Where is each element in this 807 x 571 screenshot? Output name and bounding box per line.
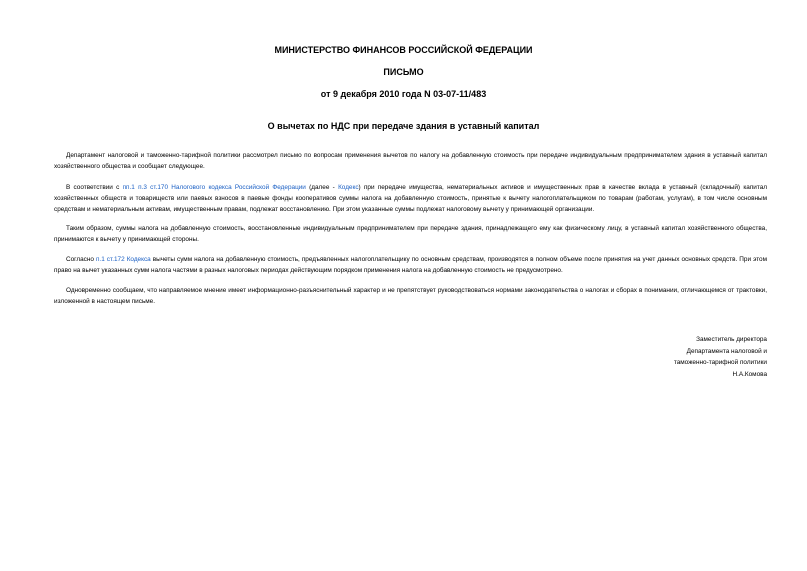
paragraph-2-text-start: В соответствии с — [66, 184, 123, 191]
document-type: ПИСЬМО — [383, 67, 424, 77]
ministry-heading: МИНИСТЕРСТВО ФИНАНСОВ РОССИЙСКОЙ ФЕДЕРАЦИИ — [274, 45, 533, 55]
paragraph-5: Одновременно сообщаем, что направляемое мнение имеет информационно-разъяснительный характер и не препятствует руководствоваться нормами законодательства о налогах и сборах в понимании, отличающемся от трактовки, изложенной в настоящем письме. — [54, 287, 767, 305]
tax-code-article-170-link[interactable]: пп.1 п.3 ст.170 Налогового кодекса Российской Федерации — [122, 184, 306, 191]
paragraph-2 — [54, 182, 767, 215]
signature-name: Н.А.Комова — [732, 371, 767, 379]
signature-department-cont: таможенно-тарифной политики — [673, 359, 767, 367]
paragraph-2-text-mid: (далее - — [305, 184, 339, 191]
paragraph-4-text-start: Согласно — [66, 256, 96, 263]
paragraph-3: Таким образом, суммы налога на добавленную стоимость, восстановленные индивидуальным предпринимателем при передаче здания, принадлежащего ему как физическому лицу, в уставный капитал хозяйственного общества, принимаются к вычету у принимающей стороны. — [54, 225, 767, 243]
tax-code-link[interactable]: Кодекс — [338, 184, 359, 191]
document-subject: О вычетах по НДС при передаче здания в уставный капитал — [267, 121, 540, 131]
signature-department: Департамента налоговой и — [686, 347, 767, 355]
signature-block — [567, 334, 767, 381]
paragraph-1: Департамент налоговой и таможенно-тарифной политики рассмотрел письмо по вопросам применения вычетов по налогу на добавленную стоимость при передаче индивидуальным предпринимателем здания в уставный капитал хозяйственного общества и сообщает следующее. — [54, 152, 767, 170]
document-date-number: от 9 декабря 2010 года N 03-07-11/483 — [320, 89, 487, 99]
signature-position: Заместитель директора — [696, 336, 767, 343]
article-172-link[interactable]: п.1 ст.172 Кодекса — [95, 256, 151, 263]
paragraph-4 — [54, 254, 767, 276]
paragraph-4-text-end: вычеты сумм налога на добавленную стоимость, предъявленных налогоплательщику по основным средствам, производятся в полном объеме после принятия на учет данных основных средств. При этом право на вычет указанных сумм налога частями в разных налоговых периодах действующим порядком применения налога на добавленную стоимость не предусмотрено. — [54, 256, 767, 274]
paragraph-2-text-end: ) при передаче имущества, нематериальных активов и имущественных прав в качестве вклада в уставный (складочный) капитал хозяйственных обществ и товариществ или паевых взносов в паевые фонды кооперативов суммы налога на добавленную стоимость, принятые к вычету налогоплательщиком по товарам (работам, услугам), в том числе основным средствам и нематериальным активам, имущественным правам, подлежат восстановлению. При этом указанные суммы подлежат налоговому вычету у принимающей организации. — [54, 184, 767, 213]
